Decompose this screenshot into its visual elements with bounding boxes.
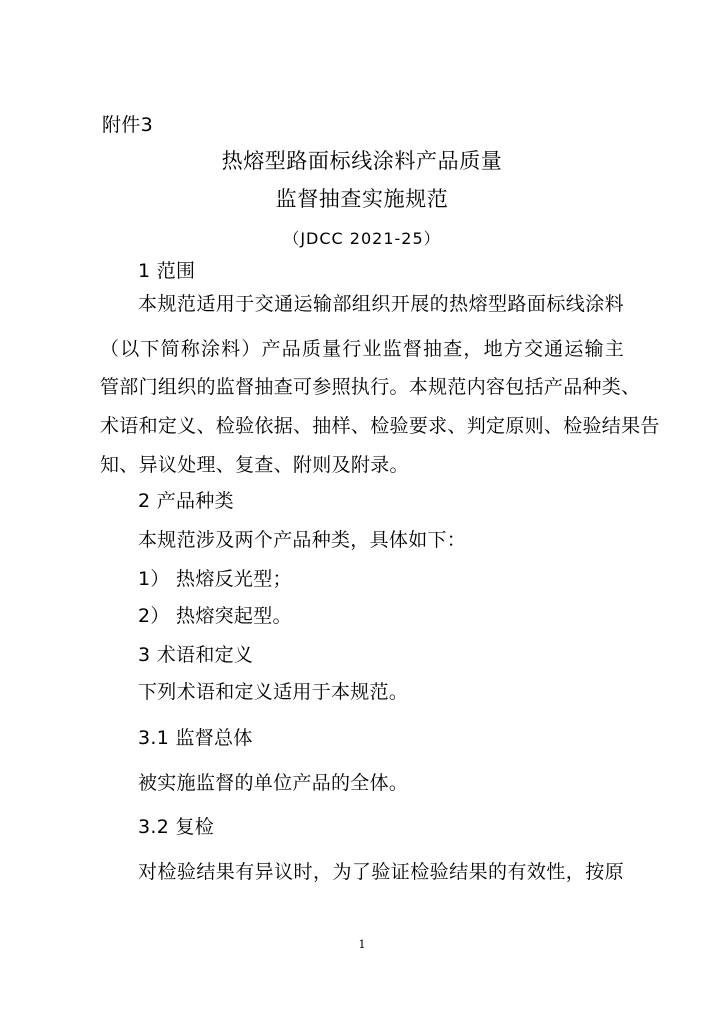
section-1-para-line: 术语和定义、检验依据、抽样、检验要求、判定原则、检验结果告 [100, 415, 660, 437]
section-1-para-line: 本规范适用于交通运输部组织开展的热熔型路面标线涂料 [138, 293, 624, 315]
section-1-para-line: 知、异议处理、复查、附则及附录。 [100, 454, 409, 476]
title-line-1: 热熔型路面标线涂料产品质量 [221, 149, 503, 173]
section-3-intro: 下列术语和定义适用于本规范。 [138, 681, 409, 703]
subsection-3-1-text: 被实施监督的单位产品的全体。 [138, 772, 409, 794]
subsection-3-1-heading: 3.1 监督总体 [138, 727, 253, 749]
standard-code: （JDCC 2021-25） [283, 229, 441, 248]
section-1-heading: 1 范围 [138, 260, 196, 282]
attachment-label: 附件3 [102, 114, 153, 136]
section-2-intro: 本规范涉及两个产品种类，具体如下： [138, 529, 467, 551]
list-item: 2） 热熔突起型。 [138, 605, 292, 627]
section-1-para-line: 管部门组织的监督抽查可参照执行。本规范内容包括产品种类、 [100, 376, 641, 398]
list-item: 1） 热熔反光型； [138, 568, 292, 590]
section-2-heading: 2 产品种类 [138, 490, 234, 512]
title-line-2: 监督抽查实施规范 [275, 187, 449, 211]
section-1-para-line: （以下简称涂料）产品质量行业监督抽查，地方交通运输主 [100, 338, 624, 360]
subsection-3-2-heading: 3.2 复检 [138, 816, 215, 838]
subsection-3-2-text: 对检验结果有异议时，为了验证检验结果的有效性，按原 [138, 861, 624, 883]
page-number: 1 [358, 938, 366, 951]
section-3-heading: 3 术语和定义 [138, 644, 254, 666]
